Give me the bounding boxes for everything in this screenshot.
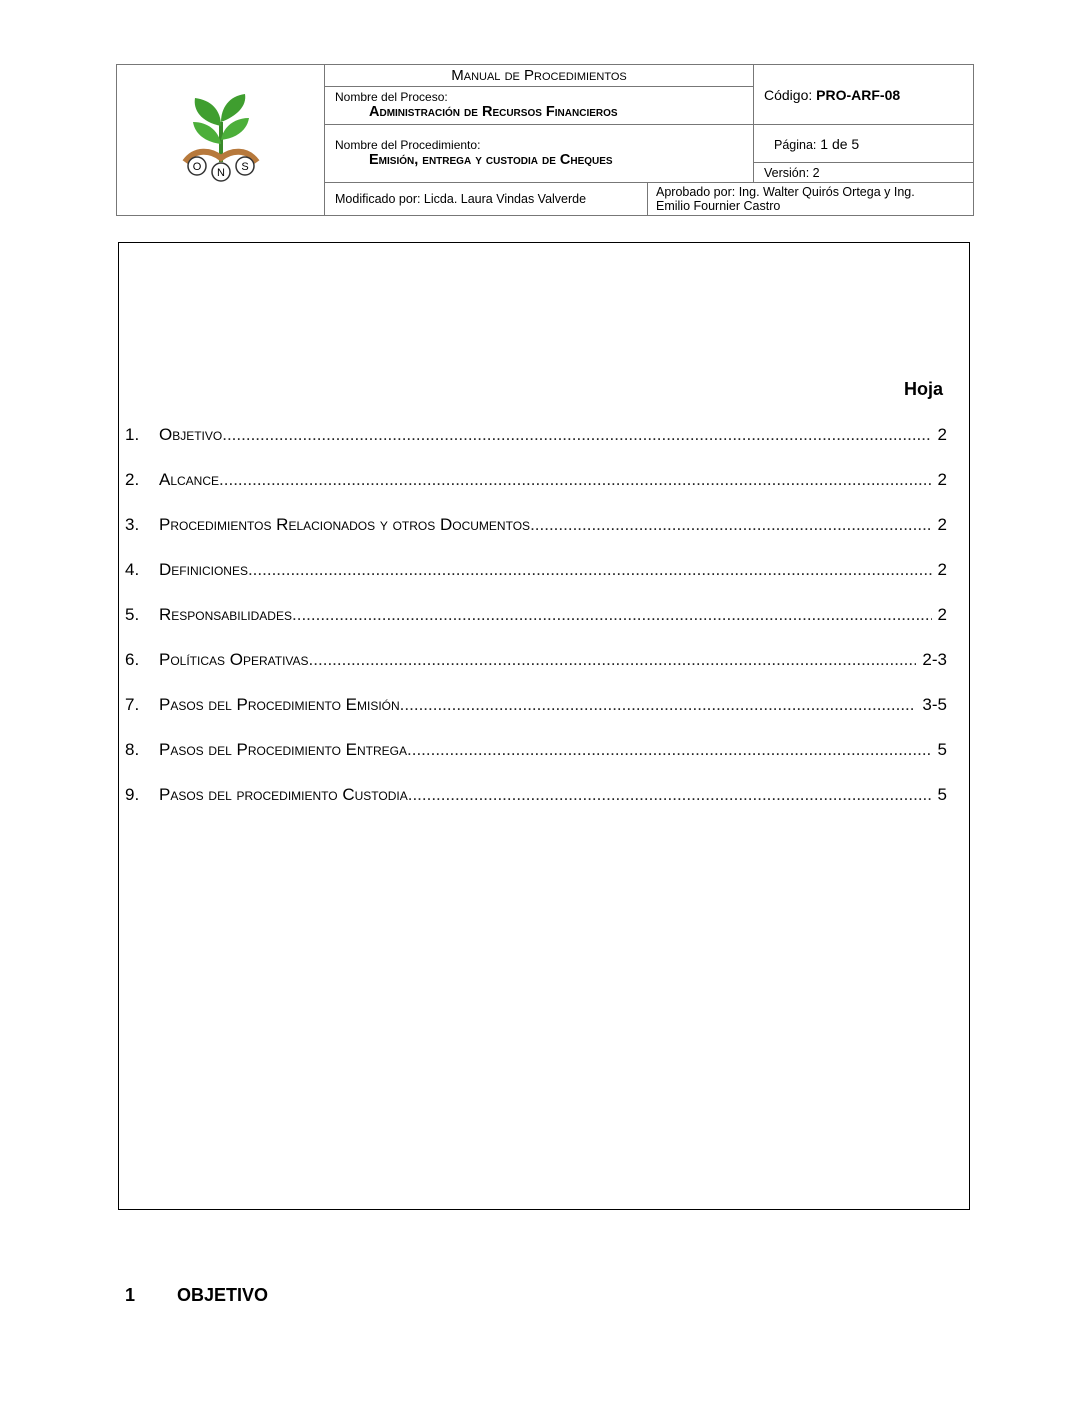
toc-item-page: 2-3 (922, 650, 947, 669)
toc-item-number: 7. (125, 695, 140, 714)
ons-logo (181, 92, 261, 184)
procedure-label: Nombre del Procedimiento: (335, 138, 481, 152)
process-cell (325, 87, 754, 125)
process-name: Administración de Recursos Financieros (369, 104, 618, 120)
toc-item-label: Procedimientos Relacionados y otros Documentos (159, 515, 531, 534)
toc-leader-dots (292, 603, 932, 627)
page-value: 1 de 5 (820, 135, 860, 152)
manual-title: Manual de Procedimientos (325, 65, 754, 87)
toc-item-label: Pasos del Procedimiento Entrega (159, 740, 407, 759)
logo-cell (117, 65, 325, 216)
page-label: Página: (774, 137, 817, 152)
toc-item-page: 2 (937, 515, 947, 534)
toc-item-pasos-emision (125, 693, 947, 738)
toc-item-number: 8. (125, 740, 140, 759)
logo-letter-o: O (192, 160, 201, 173)
toc-item-label: Pasos del Procedimiento Emisión (159, 695, 400, 714)
toc-item-page: 2 (937, 605, 947, 624)
procedure-cell (325, 125, 754, 183)
procedure-name: Emisión, entrega y custodia de Cheques (369, 152, 613, 168)
toc-item-definiciones (125, 558, 947, 603)
toc-item-number: 2. (125, 470, 140, 489)
toc-item-number: 9. (125, 785, 140, 804)
toc-item-pasos-custodia (125, 783, 947, 828)
toc-item-number: 4. (125, 560, 140, 579)
toc-item-page: 2 (937, 425, 947, 444)
toc-item-label: Políticas Operativas (159, 650, 309, 669)
section-number: 1 (125, 1285, 136, 1305)
modified-by: Modificado por: Licda. Laura Vindas Valverde (325, 183, 648, 216)
version-value: 2 (812, 165, 820, 180)
toc-column-header: Hoja (903, 379, 943, 399)
table-of-contents (118, 242, 970, 1210)
code-cell (754, 65, 974, 125)
code-label: Código: (764, 86, 813, 103)
toc-leader-dots (407, 738, 932, 762)
toc-item-politicas-operativas (125, 648, 947, 693)
toc-item-procedimientos-relacionados (125, 513, 947, 558)
toc-item-page: 2 (937, 560, 947, 579)
toc-item-label: Pasos del procedimiento Custodia (159, 785, 408, 804)
toc-item-label: Alcance (159, 470, 220, 489)
version-cell (754, 163, 974, 183)
toc-item-number: 6. (125, 650, 140, 669)
approved-by-line1: Aprobado por: Ing. Walter Quirós Ortega y Ing. (656, 185, 915, 199)
toc-item-label: Responsabilidades (159, 605, 292, 624)
approved-by-line2: Emilio Fournier Castro (656, 199, 781, 213)
toc-leader-dots (530, 513, 931, 537)
toc-item-page: 3-5 (922, 695, 947, 714)
toc-leader-dots (309, 648, 917, 672)
toc-leader-dots (222, 423, 931, 447)
version-label: Versión: (764, 165, 810, 180)
toc-item-number: 1. (125, 425, 140, 444)
toc-item-label: Objetivo (159, 425, 223, 444)
toc-item-number: 3. (125, 515, 140, 534)
toc-item-label: Definiciones (159, 560, 248, 579)
page-cell (754, 125, 974, 163)
section-title: OBJETIVO (177, 1285, 269, 1305)
toc-leader-dots (219, 468, 932, 492)
approved-by (648, 183, 974, 216)
toc-leader-dots (400, 693, 917, 717)
toc-item-page: 2 (937, 470, 947, 489)
toc-item-number: 5. (125, 605, 140, 624)
process-label: Nombre del Proceso: (335, 90, 448, 104)
document-header (116, 64, 973, 213)
toc-item-page: 5 (937, 785, 947, 804)
toc-item-objetivo (125, 423, 947, 468)
toc-list (125, 423, 947, 828)
toc-item-pasos-entrega (125, 738, 947, 783)
toc-leader-dots (248, 558, 932, 582)
code-value: PRO-ARF-08 (816, 86, 901, 103)
toc-item-responsabilidades (125, 603, 947, 648)
toc-item-alcance (125, 468, 947, 513)
logo-letter-n: N (216, 166, 225, 179)
section-heading (125, 1285, 268, 1306)
toc-item-page: 5 (937, 740, 947, 759)
toc-leader-dots (408, 783, 932, 807)
logo-letter-s: S (240, 160, 249, 173)
